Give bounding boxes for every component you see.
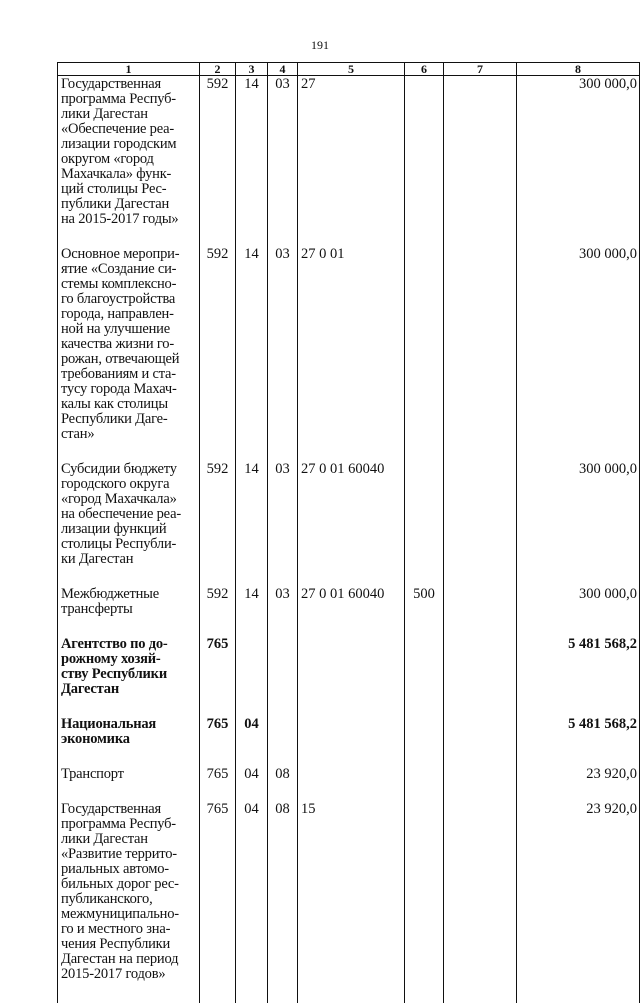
cell-name — [58, 716, 200, 766]
cell-name-line: чения Республики — [61, 937, 196, 952]
cell-target-article — [298, 636, 405, 716]
cell-chapter: 765 — [200, 801, 236, 1003]
cell-amount: 5 481 568,2 — [517, 636, 640, 716]
cell-expense-type: 500 — [405, 586, 444, 636]
cell-name-line: тусу города Махач- — [61, 382, 196, 397]
cell-subsection: 03 — [268, 586, 298, 636]
cell-target-article: 27 0 01 60040 — [298, 461, 405, 586]
cell-expense-type — [405, 246, 444, 461]
cell-name-line: лики Дагестан — [61, 107, 196, 122]
cell-name-line: межмуниципально- — [61, 907, 196, 922]
cell-name-line: Государственная — [61, 802, 196, 817]
cell-name-line: публики Дагестан — [61, 197, 196, 212]
cell-section: 14 — [236, 461, 268, 586]
cell-col7 — [444, 461, 517, 586]
cell-name-line: «Развитие террито- — [61, 847, 196, 862]
cell-name — [58, 461, 200, 586]
cell-col7 — [444, 586, 517, 636]
cell-name-line: лизации городским — [61, 137, 196, 152]
cell-expense-type — [405, 716, 444, 766]
cell-section: 04 — [236, 766, 268, 801]
cell-name-line: публиканского, — [61, 892, 196, 907]
cell-name-line: Транспорт — [61, 767, 196, 782]
cell-col7 — [444, 636, 517, 716]
cell-name-line: ной на улучшение — [61, 322, 196, 337]
cell-name-line: на 2015-2017 годы» — [61, 212, 196, 227]
cell-name — [58, 801, 200, 1003]
cell-name-line: «город Махачкала» — [61, 492, 196, 507]
cell-name-line: Дагестан — [61, 682, 196, 697]
cell-name-line: ятие «Создание си- — [61, 262, 196, 277]
cell-name-line: ки Дагестан — [61, 552, 196, 567]
cell-chapter: 592 — [200, 461, 236, 586]
cell-chapter: 592 — [200, 586, 236, 636]
cell-name-line: ству Республики — [61, 667, 196, 682]
cell-expense-type — [405, 766, 444, 801]
column-header: 7 — [444, 63, 517, 76]
cell-name-line: риальных автомо- — [61, 862, 196, 877]
cell-name-line: качества жизни го- — [61, 337, 196, 352]
cell-name-line: города, направлен- — [61, 307, 196, 322]
page-number: 191 — [0, 38, 640, 53]
budget-table — [57, 62, 640, 1003]
cell-amount: 5 481 568,2 — [517, 716, 640, 766]
cell-name-line: на обеспечение реа- — [61, 507, 196, 522]
cell-name — [58, 636, 200, 716]
cell-name — [58, 766, 200, 801]
cell-name-line: Национальная — [61, 717, 196, 732]
cell-section: 14 — [236, 246, 268, 461]
cell-name-line: калы как столицы — [61, 397, 196, 412]
table-row — [58, 246, 640, 461]
cell-name-line: столицы Республи- — [61, 537, 196, 552]
cell-chapter: 765 — [200, 766, 236, 801]
cell-target-article: 27 0 01 60040 — [298, 586, 405, 636]
cell-name-line: ций столицы Рес- — [61, 182, 196, 197]
cell-expense-type — [405, 461, 444, 586]
cell-name-line: Махачкала» функ- — [61, 167, 196, 182]
cell-name-line: лики Дагестан — [61, 832, 196, 847]
cell-expense-type — [405, 76, 444, 247]
column-header: 1 — [58, 63, 200, 76]
table-row — [58, 801, 640, 1003]
cell-amount: 300 000,0 — [517, 586, 640, 636]
cell-target-article: 15 — [298, 801, 405, 1003]
table-row — [58, 716, 640, 766]
cell-section: 14 — [236, 76, 268, 247]
column-header: 4 — [268, 63, 298, 76]
cell-name-line: Республики Даге- — [61, 412, 196, 427]
cell-subsection — [268, 716, 298, 766]
table-row — [58, 636, 640, 716]
cell-name-line: стемы комплексно- — [61, 277, 196, 292]
cell-name-line: го и местного зна- — [61, 922, 196, 937]
cell-target-article: 27 — [298, 76, 405, 247]
cell-section: 04 — [236, 801, 268, 1003]
cell-target-article — [298, 766, 405, 801]
cell-name-line: Агентство по до- — [61, 637, 196, 652]
cell-chapter: 765 — [200, 636, 236, 716]
cell-name-line: 2015-2017 годов» — [61, 967, 196, 982]
table-body — [58, 76, 640, 1003]
column-header: 5 — [298, 63, 405, 76]
cell-expense-type — [405, 801, 444, 1003]
cell-name-line: стан» — [61, 427, 196, 442]
cell-subsection: 03 — [268, 76, 298, 247]
cell-name-line: программа Респуб- — [61, 817, 196, 832]
cell-col7 — [444, 76, 517, 247]
cell-name-line: го благоустройства — [61, 292, 196, 307]
cell-name-line: Дагестан на период — [61, 952, 196, 967]
cell-chapter: 592 — [200, 76, 236, 247]
cell-name-line: рожан, отвечающей — [61, 352, 196, 367]
cell-name-line: «Обеспечение реа- — [61, 122, 196, 137]
cell-name-line: экономика — [61, 732, 196, 747]
cell-amount: 300 000,0 — [517, 246, 640, 461]
cell-name-line: программа Респуб- — [61, 92, 196, 107]
cell-amount: 23 920,0 — [517, 801, 640, 1003]
table-row — [58, 586, 640, 636]
table-row — [58, 76, 640, 247]
cell-subsection: 08 — [268, 801, 298, 1003]
cell-name-line: Основное меропри- — [61, 247, 196, 262]
cell-subsection: 08 — [268, 766, 298, 801]
cell-amount: 23 920,0 — [517, 766, 640, 801]
column-header: 8 — [517, 63, 640, 76]
cell-name — [58, 586, 200, 636]
cell-name-line: требованиям и ста- — [61, 367, 196, 382]
table-row — [58, 461, 640, 586]
cell-amount: 300 000,0 — [517, 76, 640, 247]
column-header: 6 — [405, 63, 444, 76]
cell-name — [58, 76, 200, 247]
cell-subsection: 03 — [268, 246, 298, 461]
cell-name-line: Межбюджетные — [61, 587, 196, 602]
cell-name-line: лизации функций — [61, 522, 196, 537]
cell-subsection — [268, 636, 298, 716]
cell-name-line: рожному хозяй- — [61, 652, 196, 667]
cell-name-line: округом «город — [61, 152, 196, 167]
column-header: 2 — [200, 63, 236, 76]
cell-expense-type — [405, 636, 444, 716]
cell-col7 — [444, 246, 517, 461]
cell-col7 — [444, 716, 517, 766]
cell-name-line: бильных дорог рес- — [61, 877, 196, 892]
cell-chapter: 592 — [200, 246, 236, 461]
table-header-row — [58, 63, 640, 76]
cell-col7 — [444, 801, 517, 1003]
column-header: 3 — [236, 63, 268, 76]
cell-subsection: 03 — [268, 461, 298, 586]
cell-target-article: 27 0 01 — [298, 246, 405, 461]
cell-chapter: 765 — [200, 716, 236, 766]
cell-name-line: Государственная — [61, 77, 196, 92]
cell-name-line: Субсидии бюджету — [61, 462, 196, 477]
cell-target-article — [298, 716, 405, 766]
cell-amount: 300 000,0 — [517, 461, 640, 586]
cell-name-line: городского округа — [61, 477, 196, 492]
table-row — [58, 766, 640, 801]
cell-section: 04 — [236, 716, 268, 766]
cell-section: 14 — [236, 586, 268, 636]
cell-name-line: трансферты — [61, 602, 196, 617]
cell-section — [236, 636, 268, 716]
cell-col7 — [444, 766, 517, 801]
cell-name — [58, 246, 200, 461]
